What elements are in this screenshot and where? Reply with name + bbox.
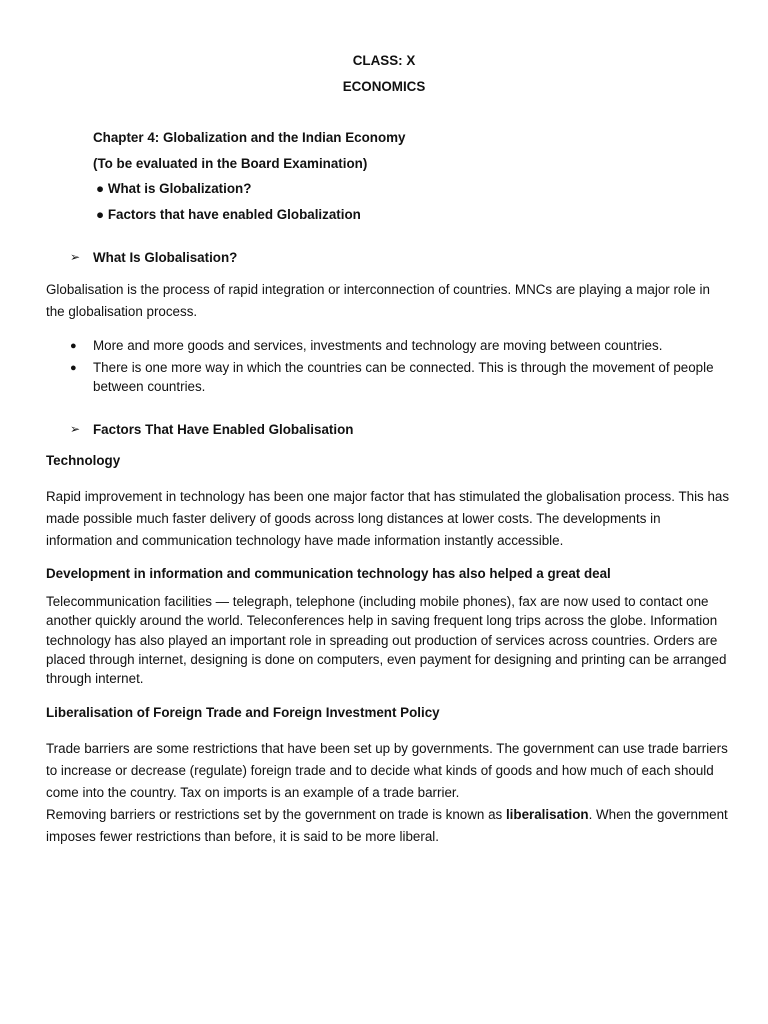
paragraph bbox=[46, 738, 730, 848]
subject-title: ECONOMICS bbox=[342, 79, 426, 94]
key-term: liberalisation bbox=[505, 807, 589, 822]
section-heading: Factors That Have Enabled Globalisation bbox=[93, 422, 354, 437]
subheading: Liberalisation of Foreign Trade and Foreign Investment Policy bbox=[46, 705, 440, 720]
subheading: Technology bbox=[46, 453, 121, 468]
bullet-icon: ● bbox=[70, 362, 77, 374]
subheading: Development in information and communication technology has also helped a great deal bbox=[46, 566, 611, 581]
topic-item: ● What is Globalization? bbox=[96, 181, 252, 196]
chapter-title: Chapter 4: Globalization and the Indian Economy bbox=[93, 130, 406, 145]
paragraph-line: Removing barriers or restrictions set by the government on trade is known as liberalisation. When the government imposes fewer restrictions than before, it is said to be more liberal. bbox=[46, 807, 728, 844]
topic-item: ● Factors that have enabled Globalization bbox=[96, 207, 361, 222]
class-line: CLASS: X bbox=[352, 53, 416, 68]
section-heading: What Is Globalisation? bbox=[93, 250, 238, 265]
paragraph: Telecommunication facilities — telegraph, telephone (including mobile phones), fax are now used to contact one another quickly around the world. Teleconferences help in saving frequent long trips across the globe. Information technology has also played an important role in spreading out production of services across countries. Orders are placed through internet, designing is done on computers, even payment for designing and printing can be arranged through internet. bbox=[46, 594, 727, 687]
arrow-bullet-icon: ➢ bbox=[70, 250, 81, 264]
list-item: There is one more way in which the countries can be connected. This is through the movement of people between countries. bbox=[93, 360, 714, 394]
paragraph-line: Trade barriers are some restrictions that have been set up by governments. The government can use trade barriers to increase or decrease (regulate) foreign trade and to decide what kinds of goods and how much of each should come into the country. Tax on imports is an example of a trade barrier. bbox=[46, 741, 728, 800]
paragraph: Rapid improvement in technology has been one major factor that has stimulated the globalisation process. This has made possible much faster delivery of goods across long distances at lower costs. The developments in information and communication technology have made information instantly accessible. bbox=[46, 489, 730, 548]
bullet-icon: ● bbox=[70, 340, 77, 352]
paragraph: Globalisation is the process of rapid integration or interconnection of countries. MNCs are playing a major role in the globalisation process. bbox=[46, 282, 710, 319]
arrow-bullet-icon: ➢ bbox=[70, 422, 81, 436]
bullet-icon: ● bbox=[96, 207, 105, 222]
chapter-note: (To be evaluated in the Board Examination) bbox=[93, 156, 368, 171]
bullet-icon: ● bbox=[96, 181, 105, 196]
list-item: More and more goods and services, investments and technology are moving between countries. bbox=[93, 338, 663, 353]
